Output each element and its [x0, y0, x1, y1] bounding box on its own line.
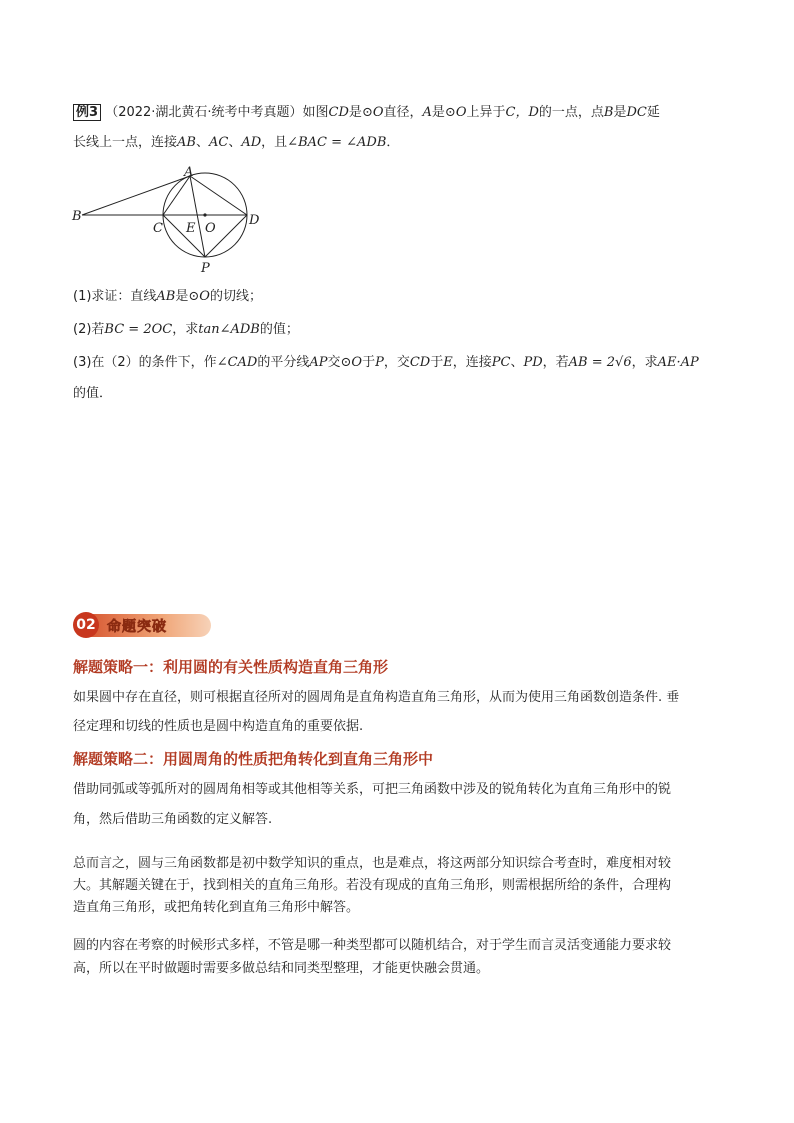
- label-o: O: [205, 221, 216, 236]
- geometry-diagram: [70, 164, 270, 276]
- strategy-2-heading: 解题策略二：用圆周角的性质把角转化到直角三角形中: [73, 750, 434, 768]
- question-3: (3)在（2）的条件下，作∠CAD的平分线AP交⊙O于P，交CD于E，连接PC、PD，若AB = 2√6，求AE·AP: [73, 355, 699, 370]
- summary-line-1: 总而言之，圆与三角函数都是初中数学知识的重点，也是难点，将这两部分知识综合考查时，难度相对较: [73, 856, 672, 871]
- label-b: B: [72, 209, 82, 224]
- example-line-1: 例3 （2022·湖北黄石·统考中考真题）如图CD是⊙O直径，A是⊙O上异于C，D的一点，点B是DC延: [73, 104, 660, 122]
- section-number: 02: [73, 612, 99, 638]
- label-d: D: [249, 213, 260, 228]
- label-c: C: [153, 221, 163, 236]
- strategy-1-line-1: 如果圆中存在直径，则可根据直径所对的圆周角是直角构造直角三角形，从而为使用三角函数创造条件. 垂: [73, 690, 680, 705]
- summary-line-2: 大。其解题关键在于，找到相关的直角三角形。若没有现成的直角三角形，则需根据所给的条件，合理构: [73, 878, 672, 893]
- line-ab: [82, 176, 190, 215]
- label-a: A: [184, 165, 194, 180]
- section-title: 命题突破: [107, 619, 167, 635]
- example-tag: 例3: [73, 104, 101, 121]
- line-ac: [163, 176, 190, 215]
- example-line-2: 长线上一点，连接AB、AC、AD，且∠BAC = ∠ADB．: [73, 135, 400, 150]
- label-e: E: [186, 221, 196, 236]
- question-2: (2)若BC = 2OC，求tan∠ADB的值；: [73, 322, 299, 337]
- summary-line-5: 高，所以在平时做题时需要多做总结和同类型整理，才能更快融会贯通。: [73, 961, 490, 976]
- strategy-2-line-2: 角，然后借助三角函数的定义解答.: [73, 812, 273, 827]
- center-dot: [203, 213, 206, 216]
- section-banner: [73, 612, 213, 640]
- strategy-1-line-2: 径定理和切线的性质也是圆中构造直角的重要依据.: [73, 719, 364, 734]
- strategy-2-line-1: 借助同弧或等弧所对的圆周角相等或其他相等关系，可把三角函数中涉及的锐角转化为直角三角形中的锐: [73, 782, 672, 797]
- label-p: P: [201, 261, 210, 276]
- question-3-cont: 的值．: [73, 386, 113, 401]
- strategy-1-heading: 解题策略一：利用圆的有关性质构造直角三角形: [73, 658, 389, 676]
- summary-line-4: 圆的内容在考察的时候形式多样，不管是哪一种类型都可以随机结合，对于学生而言灵活变通能力要求较: [73, 938, 672, 953]
- line-ad: [190, 176, 247, 215]
- question-1: (1)求证：直线AB是⊙O的切线；: [73, 289, 262, 304]
- summary-line-3: 造直角三角形，或把角转化到直角三角形中解答。: [73, 900, 360, 915]
